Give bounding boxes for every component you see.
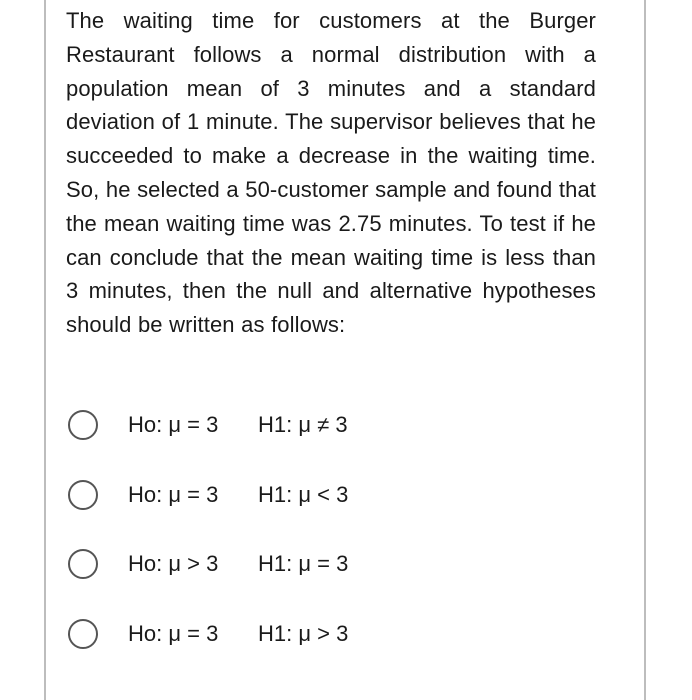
- alternative-hypothesis-label: H1: μ ≠ 3: [258, 412, 348, 437]
- null-hypothesis-label: Ho: μ = 3: [128, 621, 219, 646]
- alternative-hypothesis-label: H1: μ > 3: [258, 621, 349, 646]
- question-text: The waiting time for customers at the Burger Restaurant follows a normal distribution with a population mean of 3 minutes and a standard deviation of 1 minute. The supervisor believes that he succeeded to make a decrease in the waiting time. So, he selected a 50-customer sample and found that the mean waiting time was 2.75 minutes. To test if he can conclude that the mean waiting time is less than 3 minutes, then the null and alternative hypotheses should be written as follows:: [66, 8, 596, 338]
- answer-option-2[interactable]: [68, 477, 349, 513]
- radio-button[interactable]: [68, 410, 98, 440]
- null-hypothesis-label: Ho: μ = 3: [128, 412, 219, 437]
- answer-option-3[interactable]: [68, 546, 349, 582]
- alternative-hypothesis-label: H1: μ = 3: [258, 551, 349, 576]
- alternative-hypothesis-label: H1: μ < 3: [258, 482, 349, 507]
- radio-button[interactable]: [68, 549, 98, 579]
- null-hypothesis-label: Ho: μ > 3: [128, 551, 219, 576]
- radio-button[interactable]: [68, 619, 98, 649]
- answer-option-4[interactable]: [68, 616, 349, 652]
- null-hypothesis-label: Ho: μ = 3: [128, 482, 219, 507]
- question-card: [44, 0, 646, 700]
- answer-option-1[interactable]: [68, 407, 348, 443]
- radio-button[interactable]: [68, 480, 98, 510]
